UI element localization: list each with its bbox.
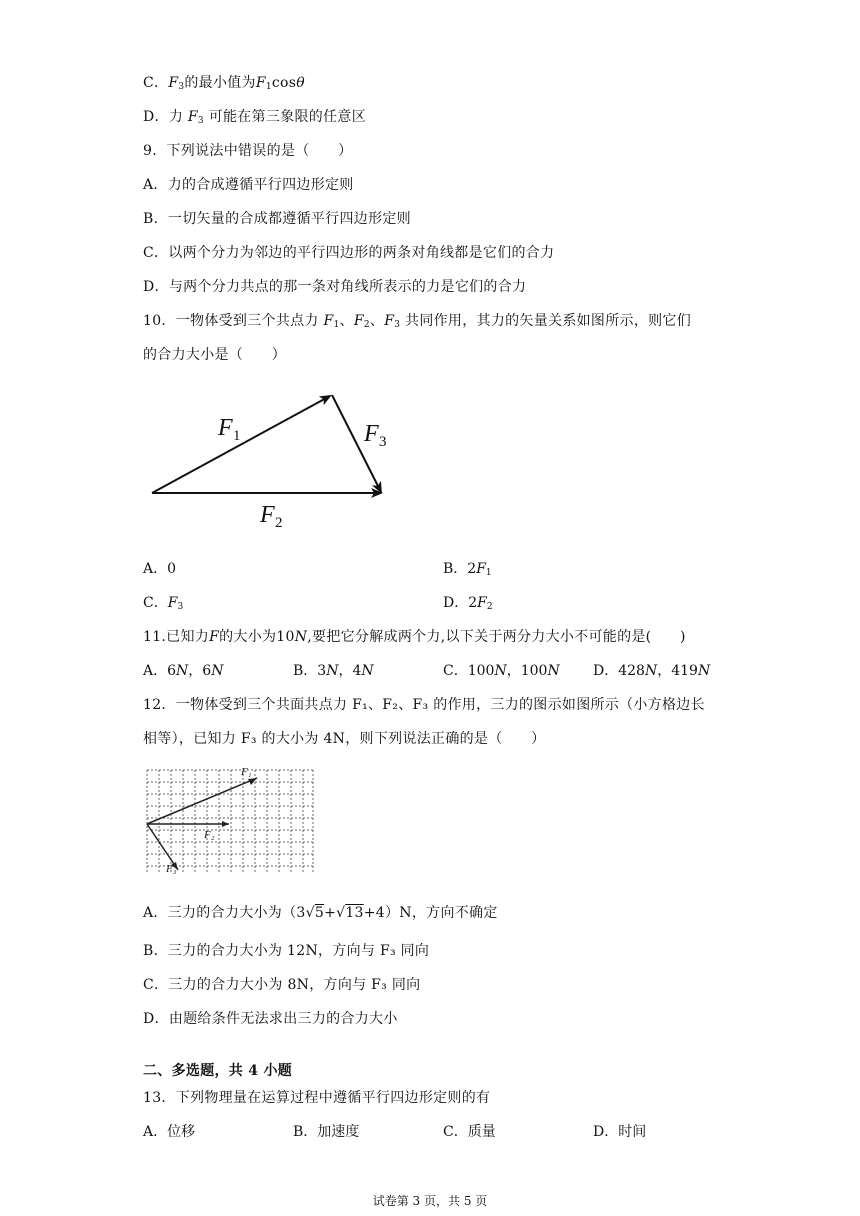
sub: 1 [333,320,340,330]
q9-stem: 9．下列说法中错误的是（ ） [143,143,353,159]
value: 100 [520,663,548,679]
sqrt-icon: √ [305,905,315,921]
q10-option-c [143,592,183,612]
text: ,要把它分解成两个力,以下关于两分力大小不可能的是( ) [307,629,686,645]
theta: θ [296,75,305,91]
label: A． [143,663,168,679]
f3-label: F [364,421,379,447]
comma: ， [188,663,203,679]
unit-n: N [494,663,507,679]
q12-option-b: B．三力的合力大小为 12N，方向与 F₃ 同向 [143,943,430,959]
sep: 、 [339,313,354,329]
var-f: F [476,561,486,577]
unit-n: N [361,663,374,679]
label: B． [293,663,318,679]
q10-stem-line1 [143,310,691,330]
var-f: F [353,313,364,329]
text: C． [143,595,168,611]
q13-stem: 13．下列物理量在运算过程中遵循平行四边形定则的有 [143,1090,491,1106]
q12-option-a [143,902,498,922]
q11-stem [143,626,686,646]
text: 11.已知力 [143,629,210,645]
value: 419 [671,663,698,679]
unit-n: N [176,663,189,679]
label: C． [443,663,468,679]
q13-option-c: C．质量 [443,1124,496,1140]
value: 100 [467,663,495,679]
unit-n: N [697,663,711,679]
q8-c-text: 的最小值为 [184,75,256,91]
value: 6 [202,663,212,679]
text: D．2 [443,595,478,611]
q12-f1-label: F₁ [241,766,252,778]
text: 共同作用，其力的矢量关系如图所示，则它们 [405,313,692,329]
section-title: 二、多选题，共 4 小题 [143,1063,293,1079]
text: B．2 [443,561,477,577]
q9-option-b: B．一切矢量的合成都遵循平行四边形定则 [143,211,411,227]
sep: 、 [369,313,385,329]
q11-option-a [143,660,223,680]
var-f: F [168,75,179,91]
sub: 1 [265,82,272,92]
sub: 3 [177,602,184,612]
comma: ， [506,663,521,679]
var-f: F [209,629,220,645]
f1-vector [152,396,330,493]
sub: 2 [363,320,370,330]
q11-option-b [293,660,374,680]
var-f: F [323,313,334,329]
q9-option-d: D．与两个分力共点的那一条对角线所表示的力是它们的合力 [143,279,527,295]
q12-f2-arrowhead [222,821,229,827]
unit-n: N [547,663,560,679]
q8-d-prefix: D．力 [143,109,184,125]
var-f: F [384,313,395,329]
q12-option-d: D．由题给条件无法求出三力的合力大小 [143,1011,398,1027]
var-f: F [255,75,266,91]
f1-sub: 1 [233,428,241,444]
label: D． [593,663,619,679]
value: 13 [345,905,364,921]
text: 10．一物体受到三个共点力 [143,313,319,329]
value: 5 [314,905,325,921]
q13-option-b: B．加速度 [293,1124,360,1140]
grid-lines [147,770,313,874]
q8-option-d [143,106,366,126]
q12-option-c: C．三力的合力大小为 8N，方向与 F₃ 同向 [143,977,421,993]
q12-f1-vector [147,778,257,824]
value: 6 [167,663,177,679]
value: 4 [352,663,362,679]
q9-option-c: C．以两个分力为邻边的平行四边形的两条对角线都是它们的合力 [143,245,555,261]
f2-sub: 2 [275,515,283,531]
sub: 3 [394,320,401,330]
q8-c-prefix: C． [143,75,169,91]
q10-vector-diagram [140,385,400,535]
f2-label: F [260,502,275,528]
q11-option-d [593,660,710,680]
var-f: F [187,109,198,125]
comma: ， [657,663,672,679]
f1-label: F [218,415,233,441]
q10-option-a: A．0 [143,561,177,577]
var-f: F [167,595,178,611]
unit-n: N [211,663,224,679]
f3-sub: 3 [379,434,387,450]
q13-option-a: A．位移 [143,1124,196,1140]
q13-option-d: D．时间 [593,1124,647,1140]
sub: 2 [486,602,493,612]
q12-stem-line1: 12．一物体受到三个共面共点力 F₁、F₂、F₃ 的作用，三力的图示如图所示（小方格边长 [143,697,705,713]
value: 3 [317,663,327,679]
text: +4）N，方向不确定 [363,905,498,921]
text: A．三力的合力大小为（3 [143,905,306,921]
q9-option-a: A．力的合成遵循平行四边形定则 [143,177,354,193]
q12-grid-diagram [144,766,316,878]
text: 的大小为10 [219,629,295,645]
value: 428 [618,663,645,679]
unit-n: N [326,663,339,679]
q12-stem-line2: 相等），已知力 F₃ 的大小为 4N，则下列说法正确的是（ ） [143,731,546,747]
q8-d-text: 可能在第三象限的任意区 [208,109,367,125]
q10-option-b [443,558,492,578]
plus: + [324,905,337,921]
q10-stem-line2: 的合力大小是（ ） [143,347,286,363]
q8-option-c [143,72,305,92]
unit-n: N [644,663,658,679]
sub: 3 [197,116,204,126]
page-footer: 试卷第 3 页，共 5 页 [372,1194,488,1208]
q12-f3-label: F₃ [166,863,177,875]
q10-option-d [443,592,493,612]
sub: 3 [178,82,185,92]
sub: 1 [485,568,492,578]
unit-n: N [294,629,308,645]
q11-option-c [443,660,560,680]
q12-f2-label: F₂ [204,829,215,841]
sqrt-icon: √ [336,905,346,921]
var-f: F [477,595,487,611]
comma: ， [338,663,353,679]
cos: cos [271,75,297,91]
